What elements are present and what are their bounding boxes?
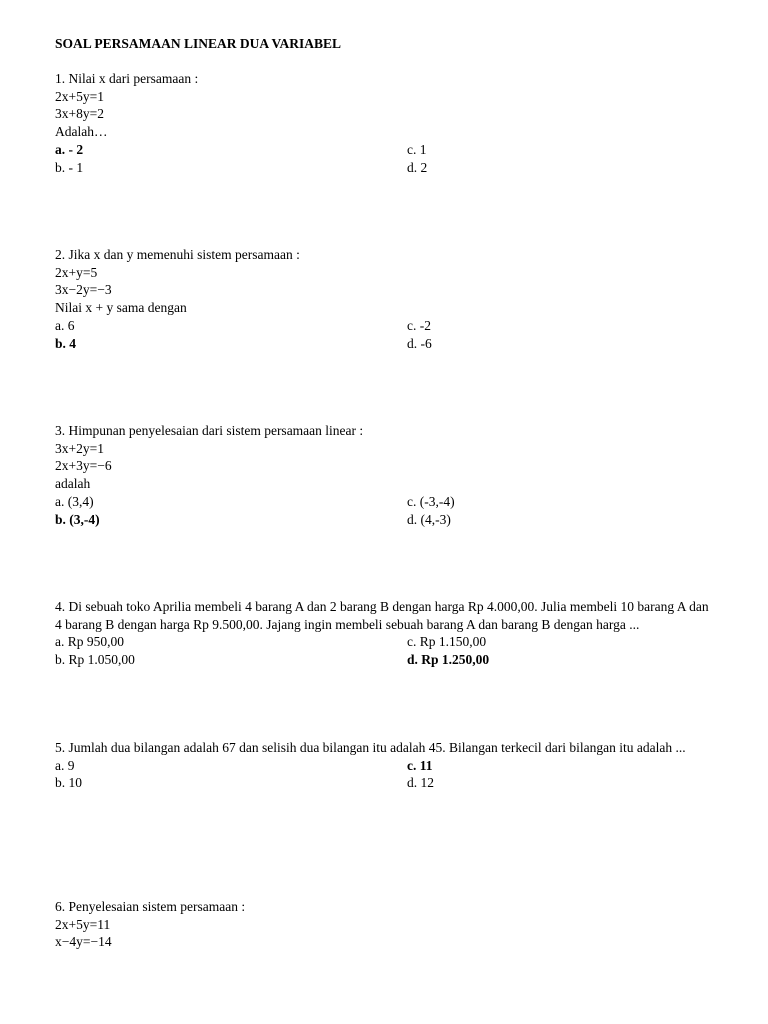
- option-c: c. -2: [407, 317, 431, 333]
- options-row: [55, 317, 728, 335]
- option-a: a. - 2: [55, 141, 84, 157]
- option-c: c. (-3,-4): [407, 493, 455, 509]
- option-b: b. 4: [55, 335, 77, 351]
- option-d: d. 12: [407, 775, 434, 791]
- question-text: 3. Himpunan penyelesaian dari sistem persamaan linear :: [55, 423, 364, 438]
- options-row: [55, 774, 728, 792]
- options-row: [55, 633, 728, 651]
- option-a: a. Rp 950,00: [55, 634, 124, 650]
- options-row: [55, 335, 728, 353]
- question-prompt: adalah: [55, 476, 91, 492]
- question-1: [55, 70, 728, 176]
- question-text: 2. Jika x dan y memenuhi sistem persamaan :: [55, 247, 300, 262]
- equation-line: x−4y=−14: [55, 934, 112, 950]
- options-row: [55, 141, 728, 159]
- option-c: c. 1: [407, 141, 427, 157]
- option-d: d. -6: [407, 335, 432, 351]
- option-b: b. (3,-4): [55, 511, 100, 527]
- equation-line: 3x−2y=−3: [55, 282, 112, 298]
- equation-line: 3x+2y=1: [55, 440, 104, 456]
- option-d: d. Rp 1.250,00: [407, 652, 490, 668]
- document-page: [55, 0, 728, 1024]
- equation-line: 2x+3y=−6: [55, 458, 112, 474]
- options-row: [55, 511, 728, 529]
- question-text: 1. Nilai x dari persamaan :: [55, 71, 199, 86]
- option-c: c. 11: [407, 757, 433, 773]
- option-a: a. 9: [55, 757, 75, 773]
- options-row: [55, 651, 728, 669]
- equation-line: 3x+8y=2: [55, 106, 104, 122]
- equation-line: 2x+y=5: [55, 264, 98, 280]
- option-b: b. - 1: [55, 159, 84, 175]
- option-d: d. (4,-3): [407, 511, 451, 527]
- options-row: [55, 159, 728, 177]
- options-row: [55, 493, 728, 511]
- question-4: [55, 598, 728, 669]
- question-text: 4. Di sebuah toko Aprilia membeli 4 barang A dan 2 barang B dengan harga Rp 4.000,00. Julia membeli 10 barang A dan 4 barang B dengan harga Rp 9.500,00. Jajang ingin membeli sebuah barang A dan barang B dengan harga ...: [55, 599, 709, 632]
- option-b: b. Rp 1.050,00: [55, 652, 135, 668]
- equation-line: 2x+5y=1: [55, 88, 104, 104]
- question-3: [55, 422, 728, 528]
- option-c: c. Rp 1.150,00: [407, 634, 487, 650]
- option-d: d. 2: [407, 159, 428, 175]
- question-2: [55, 246, 728, 352]
- option-a: a. 6: [55, 317, 75, 333]
- question-text: 6. Penyelesaian sistem persamaan :: [55, 899, 246, 914]
- equation-line: 2x+5y=11: [55, 916, 111, 932]
- question-prompt: Nilai x + y sama dengan: [55, 300, 187, 316]
- option-b: b. 10: [55, 775, 82, 791]
- question-6: [55, 898, 728, 951]
- question-5: [55, 739, 728, 792]
- option-a: a. (3,4): [55, 493, 94, 509]
- options-row: [55, 757, 728, 775]
- document-title: SOAL PERSAMAAN LINEAR DUA VARIABEL: [55, 36, 342, 51]
- question-text: 5. Jumlah dua bilangan adalah 67 dan selisih dua bilangan itu adalah 45. Bilangan terkecil dari bilangan itu adalah ...: [55, 740, 686, 755]
- question-prompt: Adalah…: [55, 124, 108, 140]
